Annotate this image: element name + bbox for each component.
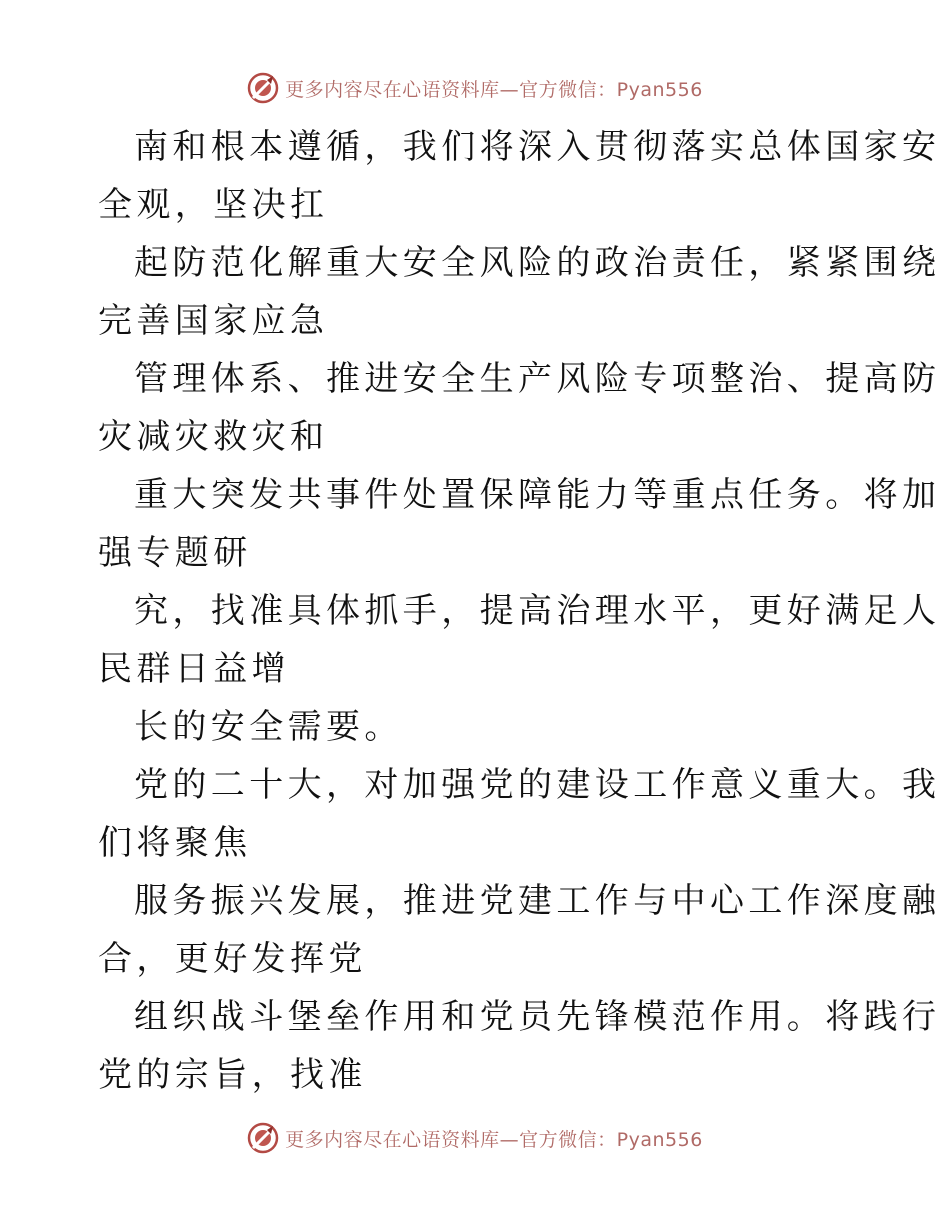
text-line: 南和根本遵循，我们将深入贯彻落实总体国家安	[134, 127, 941, 167]
text-line: 党的二十大，对加强党的建设工作意义重大。我	[134, 765, 941, 805]
text-line: 长的安全需要。	[134, 707, 403, 747]
text-line: 合，更好发挥党	[98, 939, 367, 979]
watermark-text: 更多内容尽在心语资料库—官方微信：Pyan556	[285, 1128, 703, 1151]
text-line: 起防范化解重大安全风险的政治责任，紧紧围绕	[134, 243, 941, 283]
text-line: 究，找准具体抓手，提高治理水平，更好满足人	[134, 591, 941, 631]
header-watermark	[0, 72, 950, 104]
footer-watermark	[0, 1122, 950, 1154]
text-line: 管理体系、推进安全生产风险专项整治、提高防	[134, 359, 941, 399]
document-body	[98, 118, 941, 1104]
brand-logo-icon	[247, 1122, 279, 1154]
text-line: 党的宗旨，找准	[98, 1055, 367, 1095]
text-line: 组织战斗堡垒作用和党员先锋模范作用。将践行	[134, 997, 941, 1037]
text-line: 强专题研	[98, 533, 252, 573]
text-line: 服务振兴发展，推进党建工作与中心工作深度融	[134, 881, 941, 921]
text-line: 全观，坚决扛	[98, 185, 329, 225]
text-line: 们将聚焦	[98, 823, 252, 863]
brand-logo-icon	[247, 72, 279, 104]
text-line: 灾减灾救灾和	[98, 417, 329, 457]
watermark-text: 更多内容尽在心语资料库—官方微信：Pyan556	[285, 78, 703, 101]
text-line: 重大突发共事件处置保障能力等重点任务。将加	[134, 475, 941, 515]
text-line: 完善国家应急	[98, 301, 329, 341]
text-line: 民群日益增	[98, 649, 290, 689]
